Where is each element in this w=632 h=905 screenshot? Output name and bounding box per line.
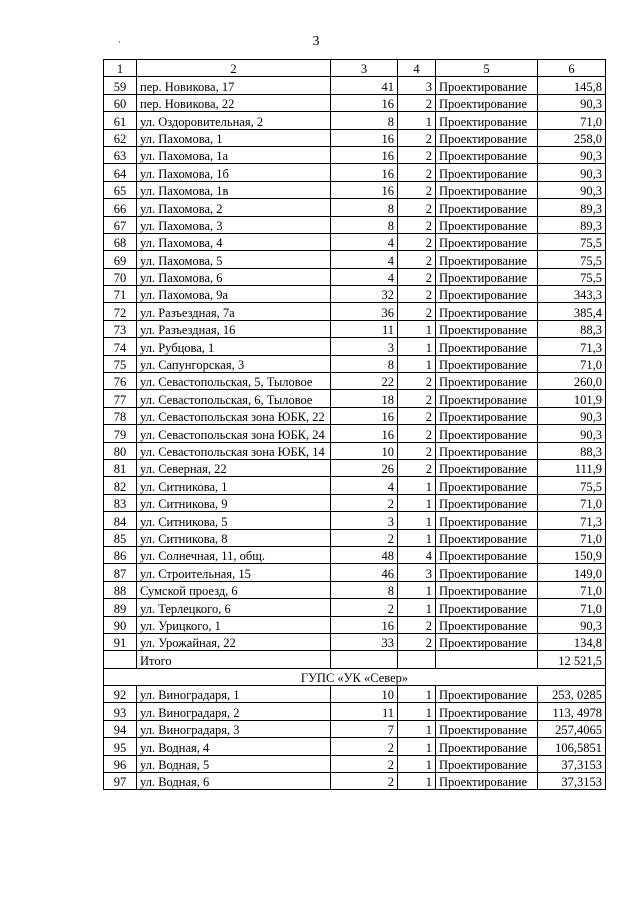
col4-cell: 2 — [398, 216, 436, 233]
row-number-cell: 84 — [104, 512, 137, 529]
table-row — [104, 755, 606, 772]
col3-cell: 2 — [331, 494, 398, 511]
work-type-cell: Проектирование — [436, 686, 538, 703]
table-row — [104, 459, 606, 476]
col3-cell: 22 — [331, 373, 398, 390]
table-row — [104, 77, 606, 94]
amount-cell: 71,0 — [538, 581, 606, 598]
col3-cell: 36 — [331, 303, 398, 320]
col3-cell: 8 — [331, 216, 398, 233]
work-type-cell: Проектирование — [436, 129, 538, 146]
amount-cell: 75,5 — [538, 233, 606, 250]
col4-cell: 1 — [398, 529, 436, 546]
work-type-cell: Проектирование — [436, 720, 538, 737]
amount-cell: 75,5 — [538, 268, 606, 285]
address-cell: Сумской проезд, 6 — [137, 581, 331, 598]
work-type-cell: Проектирование — [436, 459, 538, 476]
table-row — [104, 442, 606, 459]
work-type-cell: Проектирование — [436, 338, 538, 355]
amount-cell: 71,0 — [538, 599, 606, 616]
work-type-cell: Проектирование — [436, 494, 538, 511]
work-type-cell: Проектирование — [436, 286, 538, 303]
address-cell: пер. Новикова, 17 — [137, 77, 331, 94]
address-cell: ул. Пахомова, 2 — [137, 199, 331, 216]
col3-cell: 11 — [331, 703, 398, 720]
row-number-cell: 83 — [104, 494, 137, 511]
table-row — [104, 268, 606, 285]
col4-cell: 2 — [398, 233, 436, 250]
row-number-cell: 69 — [104, 251, 137, 268]
amount-cell: 89,3 — [538, 216, 606, 233]
amount-cell: 343,3 — [538, 286, 606, 303]
col4-cell: 2 — [398, 442, 436, 459]
amount-cell: 111,9 — [538, 459, 606, 476]
row-number-cell: 92 — [104, 686, 137, 703]
row-number-cell: 82 — [104, 477, 137, 494]
address-cell: ул. Пахомова, 4 — [137, 233, 331, 250]
work-type-cell: Проектирование — [436, 773, 538, 790]
col4-cell: 2 — [398, 251, 436, 268]
row-number-cell: 89 — [104, 599, 137, 616]
work-type-cell: Проектирование — [436, 164, 538, 181]
amount-cell: 260,0 — [538, 373, 606, 390]
row-number-cell: 68 — [104, 233, 137, 250]
address-cell: ул. Урицкого, 1 — [137, 616, 331, 633]
col3-cell: 10 — [331, 442, 398, 459]
work-type-cell: Проектирование — [436, 564, 538, 581]
table-row — [104, 199, 606, 216]
row-number-cell: 91 — [104, 633, 137, 650]
address-cell: ул. Строительная, 15 — [137, 564, 331, 581]
work-type-cell: Проектирование — [436, 703, 538, 720]
col4-cell: 1 — [398, 720, 436, 737]
work-type-cell: Проектирование — [436, 616, 538, 633]
address-cell: ул. Солнечная, 11, общ. — [137, 546, 331, 563]
amount-cell: 106,5851 — [538, 738, 606, 755]
amount-cell: 37,3153 — [538, 773, 606, 790]
address-cell: пер. Новикова, 22 — [137, 94, 331, 111]
amount-cell: 90,3 — [538, 164, 606, 181]
work-type-cell: Проектирование — [436, 146, 538, 163]
table-row — [104, 546, 606, 563]
row-number-cell: 88 — [104, 581, 137, 598]
col3-cell: 3 — [331, 512, 398, 529]
amount-cell: 71,0 — [538, 112, 606, 129]
address-cell: ул. Севастопольская, 5, Тыловое — [137, 373, 331, 390]
address-cell: ул. Пахомова, 5 — [137, 251, 331, 268]
work-type-cell: Проектирование — [436, 233, 538, 250]
col3-cell: 16 — [331, 181, 398, 198]
work-type-cell: Проектирование — [436, 181, 538, 198]
row-number-cell: 81 — [104, 459, 137, 476]
table-row — [104, 320, 606, 337]
work-type-cell: Проектирование — [436, 390, 538, 407]
work-type-cell: Проектирование — [436, 425, 538, 442]
col3-cell: 8 — [331, 199, 398, 216]
work-type-cell: Проектирование — [436, 738, 538, 755]
col3-cell: 3 — [331, 338, 398, 355]
address-cell: ул. Ситникова, 5 — [137, 512, 331, 529]
address-cell: ул. Севастопольская, 6, Тыловое — [137, 390, 331, 407]
col3-cell: 7 — [331, 720, 398, 737]
address-cell: ул. Севастопольская зона ЮБК, 14 — [137, 442, 331, 459]
row-number-cell: 80 — [104, 442, 137, 459]
empty-cell — [398, 651, 436, 668]
row-number-cell: 64 — [104, 164, 137, 181]
col4-cell: 2 — [398, 616, 436, 633]
table-row — [104, 599, 606, 616]
row-number-cell: 97 — [104, 773, 137, 790]
work-type-cell: Проектирование — [436, 268, 538, 285]
col4-cell: 1 — [398, 703, 436, 720]
row-number-cell: 87 — [104, 564, 137, 581]
amount-cell: 75,5 — [538, 251, 606, 268]
row-number-cell: 61 — [104, 112, 137, 129]
address-cell: ул. Разъездная, 7а — [137, 303, 331, 320]
col3-cell: 4 — [331, 233, 398, 250]
row-number-cell: 65 — [104, 181, 137, 198]
col3-cell: 8 — [331, 112, 398, 129]
col3-cell: 10 — [331, 686, 398, 703]
row-number-cell: 96 — [104, 755, 137, 772]
data-table — [103, 59, 606, 790]
work-type-cell: Проектирование — [436, 442, 538, 459]
col3-cell: 33 — [331, 633, 398, 650]
amount-cell: 71,3 — [538, 512, 606, 529]
table-row — [104, 303, 606, 320]
row-number-cell: 86 — [104, 546, 137, 563]
row-number-cell: 77 — [104, 390, 137, 407]
amount-cell: 90,3 — [538, 616, 606, 633]
col4-cell: 2 — [398, 407, 436, 424]
address-cell: ул. Пахомова, 1в — [137, 181, 331, 198]
work-type-cell: Проектирование — [436, 94, 538, 111]
address-cell: ул. Пахомова, 1 — [137, 129, 331, 146]
amount-cell: 258,0 — [538, 129, 606, 146]
table-row — [104, 146, 606, 163]
col3-cell: 2 — [331, 599, 398, 616]
address-cell: ул. Севастопольская зона ЮБК, 22 — [137, 407, 331, 424]
col4-cell: 1 — [398, 738, 436, 755]
address-cell: ул. Водная, 5 — [137, 755, 331, 772]
row-number-cell: 60 — [104, 94, 137, 111]
table-row — [104, 425, 606, 442]
amount-cell: 90,3 — [538, 181, 606, 198]
row-number-cell: 73 — [104, 320, 137, 337]
amount-cell: 71,0 — [538, 355, 606, 372]
work-type-cell: Проектирование — [436, 477, 538, 494]
address-cell: ул. Разъездная, 16 — [137, 320, 331, 337]
col3-cell: 2 — [331, 755, 398, 772]
total-row — [104, 651, 606, 668]
address-cell: ул. Рубцова, 1 — [137, 338, 331, 355]
address-cell: ул. Ситникова, 1 — [137, 477, 331, 494]
col3-cell: 41 — [331, 77, 398, 94]
row-number-cell: 70 — [104, 268, 137, 285]
amount-cell: 88,3 — [538, 320, 606, 337]
empty-cell — [436, 651, 538, 668]
col4-cell: 2 — [398, 268, 436, 285]
address-cell: ул. Водная, 4 — [137, 738, 331, 755]
col4-cell: 1 — [398, 686, 436, 703]
col3-cell: 46 — [331, 564, 398, 581]
total-value: 12 521,5 — [538, 651, 606, 668]
col3-cell: 16 — [331, 425, 398, 442]
col4-cell: 1 — [398, 599, 436, 616]
col3-cell: 16 — [331, 129, 398, 146]
header-row — [104, 60, 606, 77]
work-type-cell: Проектирование — [436, 512, 538, 529]
amount-cell: 101,9 — [538, 390, 606, 407]
work-type-cell: Проектирование — [436, 355, 538, 372]
table-row — [104, 216, 606, 233]
table-row — [104, 616, 606, 633]
col4-cell: 2 — [398, 164, 436, 181]
table-row — [104, 494, 606, 511]
table-row — [104, 390, 606, 407]
col4-cell: 1 — [398, 494, 436, 511]
col3-cell: 4 — [331, 268, 398, 285]
row-number-cell: 71 — [104, 286, 137, 303]
col4-cell: 1 — [398, 338, 436, 355]
col4-cell: 2 — [398, 146, 436, 163]
work-type-cell: Проектирование — [436, 77, 538, 94]
address-cell: ул. Ситникова, 8 — [137, 529, 331, 546]
col3-cell: 11 — [331, 320, 398, 337]
col3-cell: 4 — [331, 251, 398, 268]
header-cell: 4 — [398, 60, 436, 77]
table-row — [104, 773, 606, 790]
amount-cell: 113, 4978 — [538, 703, 606, 720]
empty-cell — [104, 651, 137, 668]
address-cell: ул. Оздоровительная, 2 — [137, 112, 331, 129]
address-cell: ул. Терлецкого, 6 — [137, 599, 331, 616]
address-cell: ул. Пахомова, 1б — [137, 164, 331, 181]
work-type-cell: Проектирование — [436, 407, 538, 424]
address-cell: ул. Пахомова, 9а — [137, 286, 331, 303]
work-type-cell: Проектирование — [436, 320, 538, 337]
scan-dot: · — [118, 37, 121, 47]
header-cell: 6 — [538, 60, 606, 77]
address-cell: ул. Виноградаря, 3 — [137, 720, 331, 737]
table-row — [104, 181, 606, 198]
row-number-cell: 66 — [104, 199, 137, 216]
work-type-cell: Проектирование — [436, 599, 538, 616]
col4-cell: 1 — [398, 773, 436, 790]
col3-cell: 8 — [331, 355, 398, 372]
amount-cell: 134,8 — [538, 633, 606, 650]
table-row — [104, 129, 606, 146]
col4-cell: 1 — [398, 581, 436, 598]
col3-cell: 48 — [331, 546, 398, 563]
table-row — [104, 407, 606, 424]
work-type-cell: Проектирование — [436, 755, 538, 772]
table-row — [104, 233, 606, 250]
col3-cell: 2 — [331, 738, 398, 755]
work-type-cell: Проектирование — [436, 373, 538, 390]
header-cell: 3 — [331, 60, 398, 77]
total-label: Итого — [137, 651, 331, 668]
table-row — [104, 720, 606, 737]
amount-cell: 71,3 — [538, 338, 606, 355]
row-number-cell: 72 — [104, 303, 137, 320]
amount-cell: 90,3 — [538, 94, 606, 111]
amount-cell: 145,8 — [538, 77, 606, 94]
header-cell: 2 — [137, 60, 331, 77]
address-cell: ул. Ситникова, 9 — [137, 494, 331, 511]
col4-cell: 4 — [398, 546, 436, 563]
work-type-cell: Проектирование — [436, 546, 538, 563]
col4-cell: 2 — [398, 181, 436, 198]
row-number-cell: 74 — [104, 338, 137, 355]
amount-cell: 75,5 — [538, 477, 606, 494]
page-number: 3 — [312, 34, 320, 49]
address-cell: ул. Пахомова, 1а — [137, 146, 331, 163]
table-row — [104, 477, 606, 494]
table-row — [104, 251, 606, 268]
table-row — [104, 286, 606, 303]
work-type-cell: Проектирование — [436, 251, 538, 268]
col4-cell: 2 — [398, 303, 436, 320]
table-row — [104, 355, 606, 372]
table-row — [104, 564, 606, 581]
col4-cell: 2 — [398, 459, 436, 476]
table-row — [104, 373, 606, 390]
col4-cell: 2 — [398, 390, 436, 407]
row-number-cell: 90 — [104, 616, 137, 633]
col3-cell: 8 — [331, 581, 398, 598]
col4-cell: 1 — [398, 112, 436, 129]
table-row — [104, 633, 606, 650]
table-row — [104, 738, 606, 755]
address-cell: ул. Северная, 22 — [137, 459, 331, 476]
col4-cell: 1 — [398, 755, 436, 772]
row-number-cell: 75 — [104, 355, 137, 372]
table-row — [104, 686, 606, 703]
col4-cell: 3 — [398, 77, 436, 94]
row-number-cell: 76 — [104, 373, 137, 390]
address-cell: ул. Сапунгорская, 3 — [137, 355, 331, 372]
address-cell: ул. Пахомова, 6 — [137, 268, 331, 285]
amount-cell: 71,0 — [538, 529, 606, 546]
table-row — [104, 581, 606, 598]
col3-cell: 16 — [331, 164, 398, 181]
row-number-cell: 94 — [104, 720, 137, 737]
address-cell: ул. Пахомова, 3 — [137, 216, 331, 233]
col4-cell: 1 — [398, 512, 436, 529]
empty-cell — [331, 651, 398, 668]
col4-cell: 2 — [398, 94, 436, 111]
col3-cell: 16 — [331, 94, 398, 111]
work-type-cell: Проектирование — [436, 529, 538, 546]
col4-cell: 2 — [398, 129, 436, 146]
row-number-cell: 67 — [104, 216, 137, 233]
table-row — [104, 112, 606, 129]
col4-cell: 2 — [398, 425, 436, 442]
col4-cell: 2 — [398, 199, 436, 216]
address-cell: ул. Урожайная, 22 — [137, 633, 331, 650]
amount-cell: 257,4065 — [538, 720, 606, 737]
table-row — [104, 529, 606, 546]
address-cell: ул. Севастопольская зона ЮБК, 24 — [137, 425, 331, 442]
col3-cell: 2 — [331, 773, 398, 790]
table-row — [104, 703, 606, 720]
row-number-cell: 59 — [104, 77, 137, 94]
table-row — [104, 94, 606, 111]
amount-cell: 90,3 — [538, 146, 606, 163]
col4-cell: 2 — [398, 633, 436, 650]
amount-cell: 149,0 — [538, 564, 606, 581]
col3-cell: 18 — [331, 390, 398, 407]
col3-cell: 26 — [331, 459, 398, 476]
col4-cell: 2 — [398, 286, 436, 303]
amount-cell: 88,3 — [538, 442, 606, 459]
amount-cell: 89,3 — [538, 199, 606, 216]
col3-cell: 32 — [331, 286, 398, 303]
row-number-cell: 63 — [104, 146, 137, 163]
address-cell: ул. Водная, 6 — [137, 773, 331, 790]
amount-cell: 71,0 — [538, 494, 606, 511]
row-number-cell: 93 — [104, 703, 137, 720]
col3-cell: 16 — [331, 616, 398, 633]
work-type-cell: Проектирование — [436, 303, 538, 320]
work-type-cell: Проектирование — [436, 112, 538, 129]
row-number-cell: 79 — [104, 425, 137, 442]
col3-cell: 2 — [331, 529, 398, 546]
amount-cell: 385,4 — [538, 303, 606, 320]
work-type-cell: Проектирование — [436, 633, 538, 650]
amount-cell: 150,9 — [538, 546, 606, 563]
col4-cell: 1 — [398, 355, 436, 372]
row-number-cell: 62 — [104, 129, 137, 146]
col4-cell: 3 — [398, 564, 436, 581]
amount-cell: 253, 0285 — [538, 686, 606, 703]
amount-cell: 90,3 — [538, 407, 606, 424]
work-type-cell: Проектирование — [436, 216, 538, 233]
col3-cell: 4 — [331, 477, 398, 494]
table-row — [104, 338, 606, 355]
row-number-cell: 95 — [104, 738, 137, 755]
section-title: ГУПС «УК «Север» — [104, 668, 606, 685]
header-cell: 1 — [104, 60, 137, 77]
amount-cell: 37,3153 — [538, 755, 606, 772]
address-cell: ул. Виноградаря, 1 — [137, 686, 331, 703]
work-type-cell: Проектирование — [436, 199, 538, 216]
col4-cell: 1 — [398, 477, 436, 494]
col4-cell: 1 — [398, 320, 436, 337]
section-header-row — [104, 668, 606, 685]
table-row — [104, 164, 606, 181]
col4-cell: 2 — [398, 373, 436, 390]
header-cell: 5 — [436, 60, 538, 77]
table-row — [104, 512, 606, 529]
row-number-cell: 85 — [104, 529, 137, 546]
row-number-cell: 78 — [104, 407, 137, 424]
work-type-cell: Проектирование — [436, 581, 538, 598]
address-cell: ул. Виноградаря, 2 — [137, 703, 331, 720]
col3-cell: 16 — [331, 146, 398, 163]
col3-cell: 16 — [331, 407, 398, 424]
amount-cell: 90,3 — [538, 425, 606, 442]
